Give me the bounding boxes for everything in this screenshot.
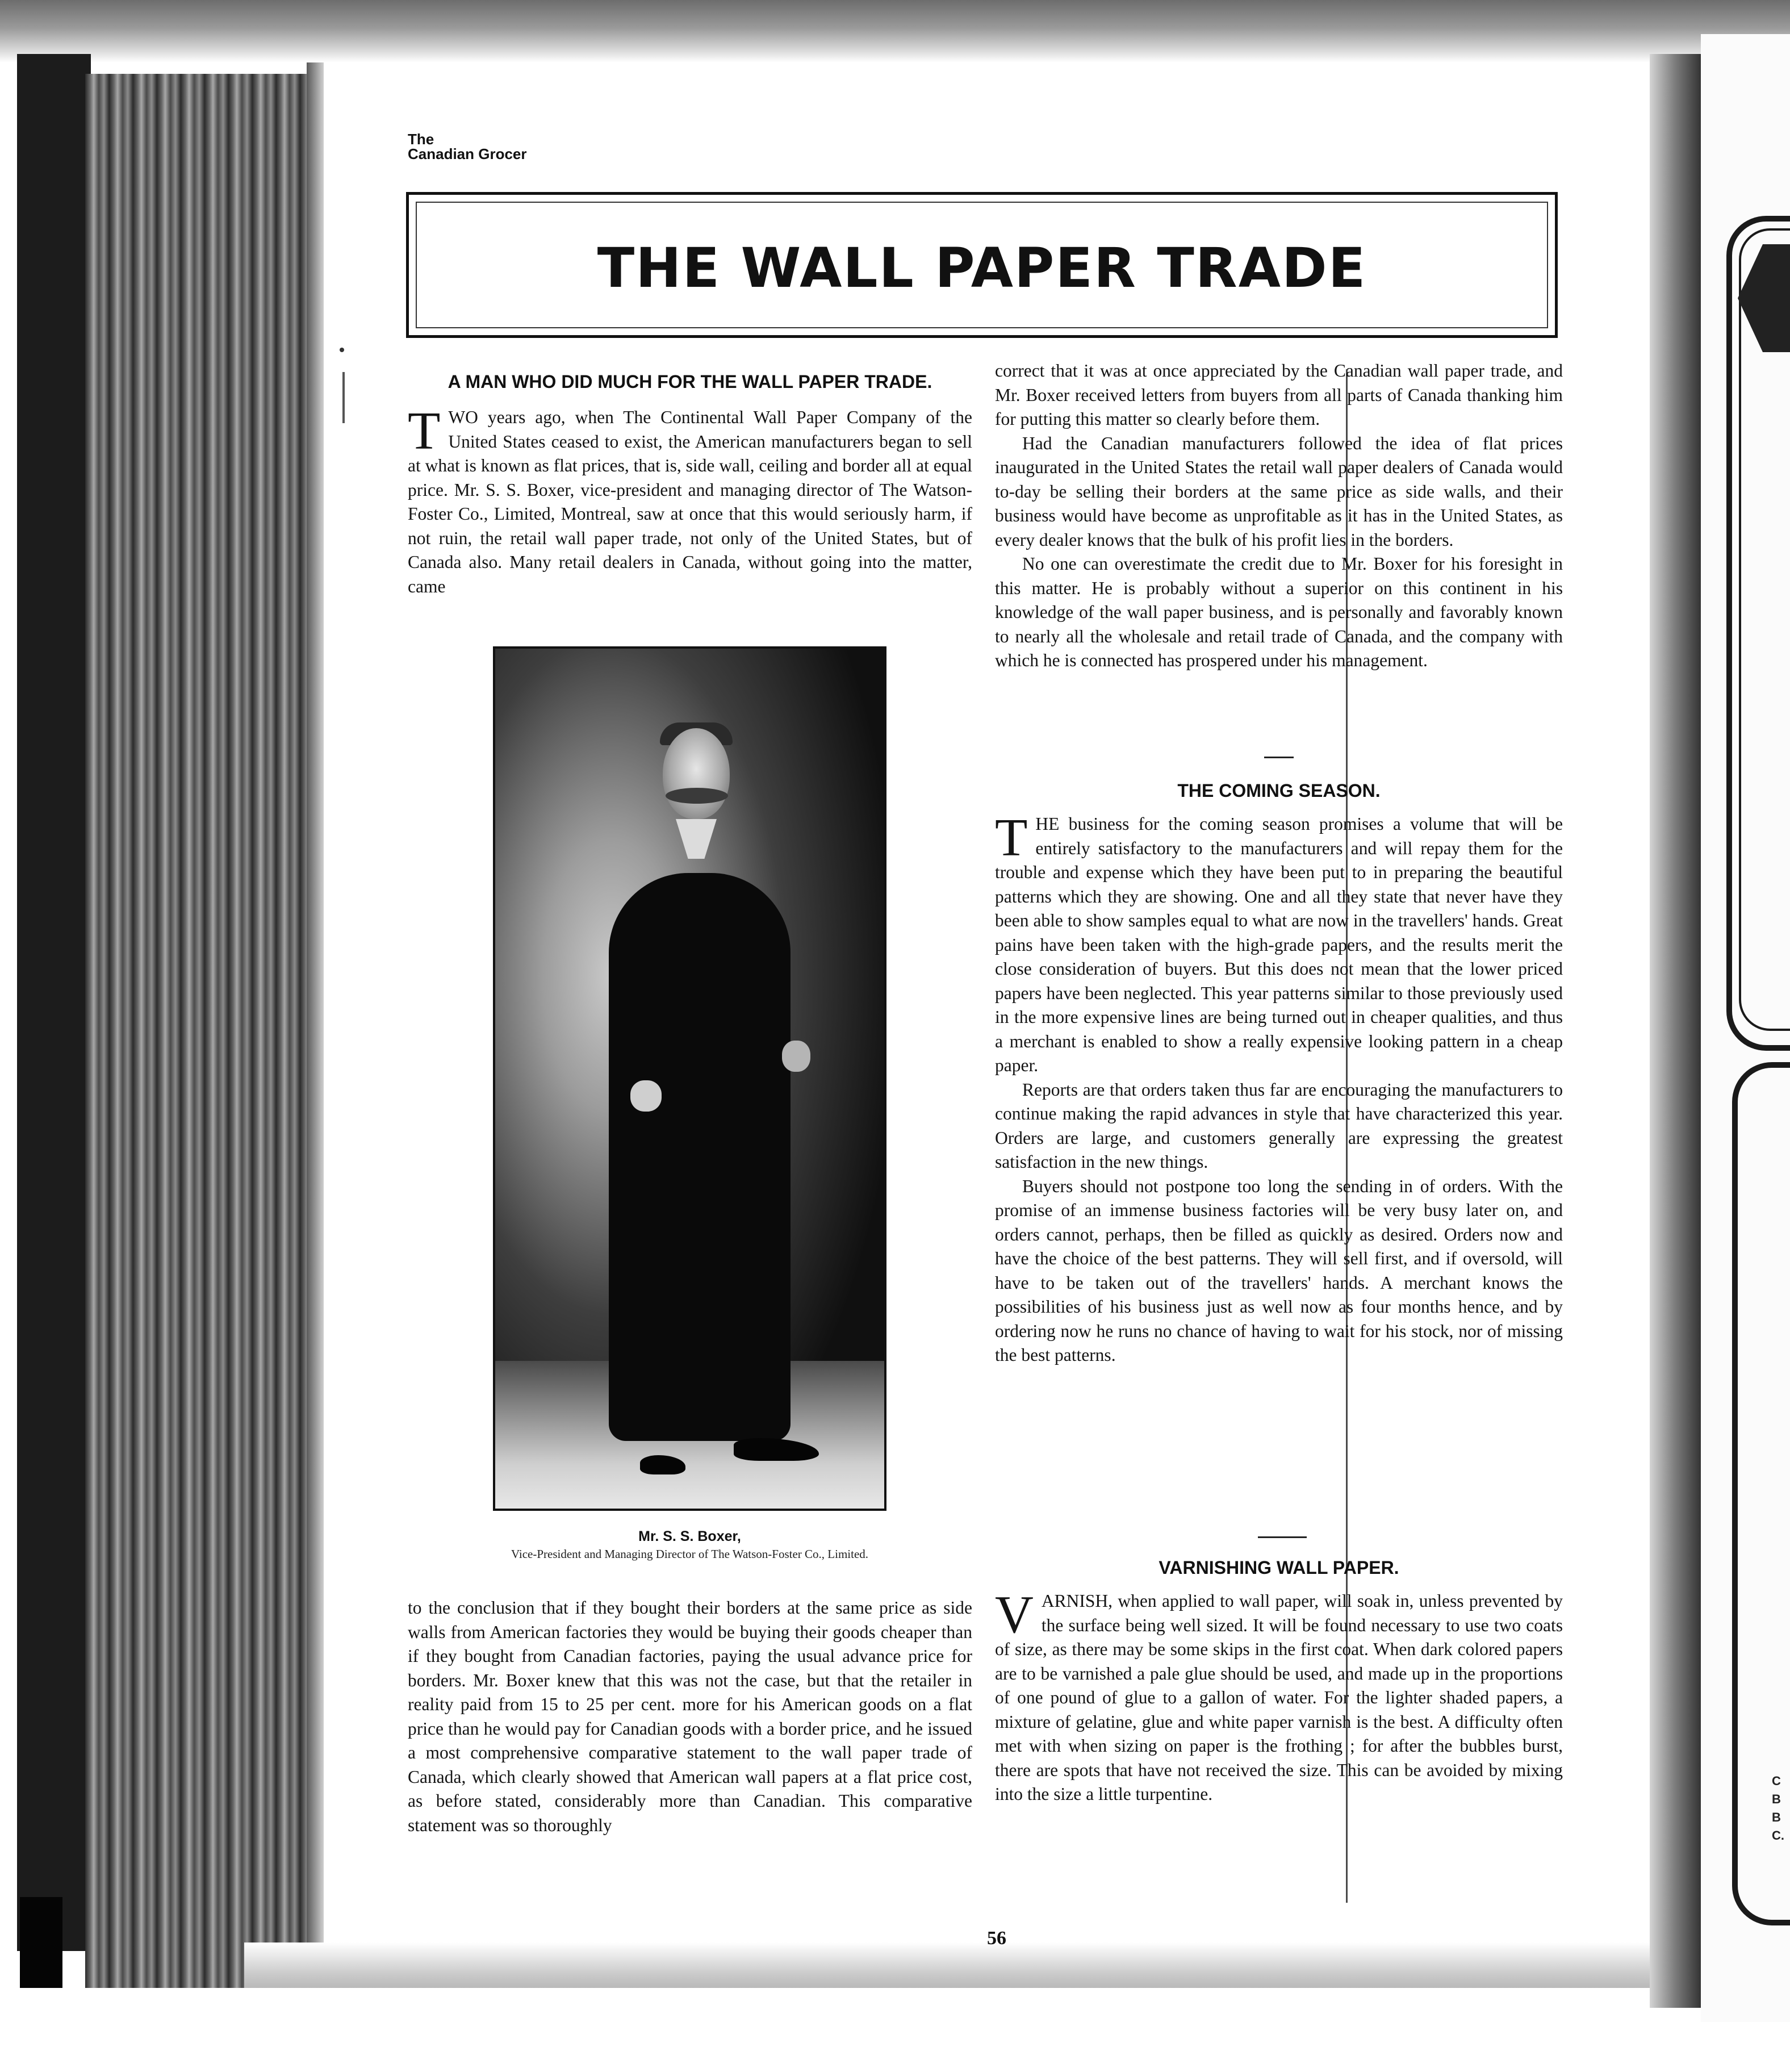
running-head-line1: The	[408, 131, 434, 148]
article2-para2: Reports are that orders taken thus far are encouraging the manufacturers to continue making the rapid advances in style that have characterized this year. Orders are large, and customers generally are expressing the greatest satisfaction in the new things.	[995, 1079, 1563, 1172]
article2-heading: THE COMING SEASON.	[1177, 780, 1381, 801]
running-head	[408, 132, 527, 161]
figure-suit	[609, 873, 791, 1441]
figure-hand-right	[782, 1041, 810, 1072]
article2-lead-text: HE business for the coming season promises a volume that will be entirely satisfactory to the manufacturers and will repay them for the trouble and expense which they have been put to in preparing the beautiful patterns which they are showing. One and all they state that never have they been able to show samples equal to what are now in the travellers' hands. Great pains have been taken with the high-grade papers, and the results merit the close consideration of buyers. But this does not mean that the lower priced papers have been neglected. This year patterns similar to those previously used in the more expensive lines are being turned out in cheaper qualities, and thus a merchant is enabled to show a really expensive looking pattern in a cheap paper.	[995, 814, 1563, 1075]
article1-heading: A MAN WHO DID MUCH FOR THE WALL PAPER TRADE.	[448, 371, 932, 392]
article1-lead	[408, 402, 972, 599]
photo-caption-name: Mr. S. S. Boxer,	[638, 1528, 741, 1544]
scan-top-shadow	[0, 0, 1790, 62]
book-cover-tab	[20, 1897, 62, 1988]
scan-mark	[342, 372, 345, 423]
article1-cont-text: to the conclusion that if they bought their borders at the same price as side walls from American factories they would be buying their goods cheaper than if they bought from Canadian factories, paying the usual advance price for borders. Mr. Boxer knew that this was not the case, but that the retailer in reality paid from 15 to 25 per cent. more for his American goods on a flat price than he would pay for Canadian goods with a border price, and he issued a most comprehensive comparative statement to the wall paper trade of Canada, which clearly showed that American wall papers at a flat price cost, as before stated, considerably more than Canadian. This comparative statement was so thoroughly	[408, 1598, 972, 1835]
right-gutter-shadow	[1650, 54, 1704, 2008]
figure-collar	[676, 819, 717, 859]
figure-mustache	[666, 788, 728, 804]
article1-lead-text: WO years ago, when The Continental Wall Paper Company of the United States ceased to exist, the American manufacturers began to sell at what is known as flat prices, that is, side wall, ceiling and border all at equal price. Mr. S. S. Boxer, vice-president and managing director of The Watson-Foster Co., Limited, Montreal, saw at once that this would seriously harm, if not ruin, the retail wall paper trade, not only of the United States, but of Canada also. Many retail dealers in Canada, without going into the matter, came	[408, 407, 972, 596]
page-gutter-shadow	[307, 62, 324, 2005]
article2-dropcap: T	[995, 808, 1028, 867]
figure-hand-left	[630, 1080, 662, 1112]
section-divider	[1264, 757, 1294, 758]
page-number: 56	[987, 1928, 1006, 1949]
portrait-photo	[493, 646, 886, 1511]
article3-dropcap: V	[995, 1585, 1034, 1644]
article1-continuation	[408, 1596, 972, 1837]
scan-bottom-margin	[0, 1988, 1790, 2072]
page-title: THE WALL PAPER TRADE	[597, 236, 1367, 300]
figure-head	[663, 728, 730, 819]
article1-para2: Had the Canadian manufacturers followed the idea of flat prices inaugurated in the United States the retail wall paper dealers of Canada would to-day be selling their borders at the same price as side walls, and their business would have become as unprofitable as it has in the United States, as every dealer knows that the bulk of his profit lies in the borders.	[995, 433, 1563, 550]
article2-body	[995, 808, 1563, 1368]
article1-col2	[995, 359, 1563, 673]
page-stack-edges	[85, 74, 312, 1994]
book-cover-edge	[17, 54, 91, 1951]
article1-para3: No one can overestimate the credit due to Mr. Boxer for his foresight in this matter. He is probably without a superior on this continent in his knowledge of the wall paper business, and is personally and favorably known to nearly all the wholesale and retail trade of Canada, and the company with which he is connected has prospered under his management.	[995, 554, 1563, 670]
title-frame	[406, 192, 1558, 338]
section-divider	[1258, 1536, 1307, 1538]
facing-page-text-fragment: C B B C.	[1772, 1774, 1784, 1843]
running-head-line2: Canadian Grocer	[408, 145, 527, 162]
article2-para3: Buyers should not postpone too long the sending in of orders. With the promise of an immense business factories will be very busy later on, and orders cannot, perhaps, then be filled as quickly as desired. Orders now and have the choice of the best patterns. They will sell first, and if oversold, will have to be taken out of the travellers' hands. A merchant knows the possibilities of his business just as well now as four months hence, and by ordering now he runs no chance of having to wait for his stock, nor of missing the best patterns.	[995, 1176, 1563, 1365]
article3-heading: VARNISHING WALL PAPER.	[1159, 1557, 1399, 1578]
article3-body	[995, 1585, 1563, 1807]
scan-speck	[340, 348, 344, 352]
photo-caption-role: Vice-President and Managing Director of The Watson-Foster Co., Limited.	[511, 1547, 869, 1561]
article1-dropcap: T	[408, 402, 441, 461]
article1-col2-cont: correct that it was at once appreciated by the Canadian wall paper trade, and Mr. Boxer received letters from buyers from all parts of Canada thanking him for putting this matter so clearly before them.	[995, 361, 1563, 429]
article3-lead-text: ARNISH, when applied to wall paper, will soak in, unless prevented by the surface being well sized. It will be found necessary to use two coats of size, as there may be some skips in the first coat. When dark colored papers are to be varnished a pale glue should be used, and made up in the proportions of one pound of glue to a gallon of water. For the lighter shaded papers, a mixture of gelatine, glue and white paper varnish is the best. A difficulty often met with when sizing on paper is the frothing ; for after the bubbles burst, there are spots that have not received the size. This can be avoided by mixing into the size a little turpentine.	[995, 1591, 1563, 1804]
